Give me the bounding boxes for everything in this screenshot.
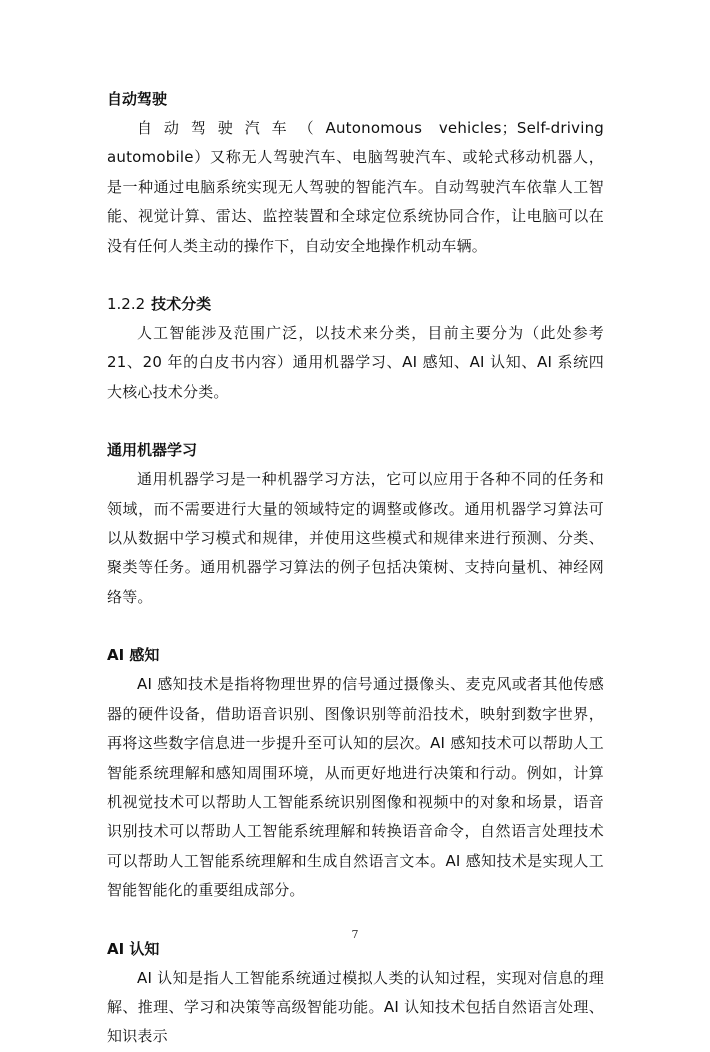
section-paragraph-autonomous-driving: 自动驾驶汽车（Autonomous vehicles；Self-driving automobile）又称无人驾驶汽车、电脑驾驶汽车、或轮式移动机器人，是一种通过电脑系统实现无人驾驶的智能汽车。自动驾驶汽车依靠人工智能、视觉计算、雷达、监控装置和全球定位系统协同合作，让电脑可以在没有任何人类主动的操作下，自动安全地操作机动车辆。 [107, 119, 604, 255]
page-content [107, 84, 604, 1052]
section-heading-general-machine-learning: 通用机器学习 [107, 441, 198, 460]
section-paragraph-ai-perception: AI 感知技术是指将物理世界的信号通过摄像头、麦克风或者其他传感器的硬件设备，借助语音识别、图像识别等前沿技术，映射到数字世界，再将这些数字信息进一步提升至可认知的层次。AI 感知技术可以帮助人工智能系统理解和感知周围环境，从而更好地进行决策和行动。例如，计算机视觉技术可以帮助人工智能系统识别图像和视频中的对象和场景，语音识别技术可以帮助人工智能系统理解和转换语音命令，自然语言处理技术可以帮助人工智能系统理解和生成自然语言文本。AI 感知技术是实现人工智能智能化的重要组成部分。 [107, 675, 604, 900]
section-heading-technology-classification [107, 289, 604, 319]
section-heading-autonomous-driving: 自动驾驶 [107, 90, 168, 108]
section-paragraph-ai-cognition: AI 认知是指人工智能系统通过模拟人类的认知过程，实现对信息的理解、推理、学习和决策等高级智能功能。AI 认知技术包括自然语言处理、知识表示 [107, 968, 604, 1046]
section-heading-ai-perception: AI 感知 [107, 646, 160, 665]
section-number: 1.2.2 [107, 295, 146, 314]
section-title: 技术分类 [151, 295, 212, 314]
section-paragraph-general-machine-learning: 通用机器学习是一种机器学习方法，它可以应用于各种不同的任务和领域，而不需要进行大量的领域特定的调整或修改。通用机器学习算法可以从数据中学习模式和规律，并使用这些模式和规律来进行预测、分类、聚类等任务。通用机器学习算法的例子包括决策树、支持向量机、神经网络等。 [107, 470, 604, 606]
section-paragraph-technology-classification: 人工智能涉及范围广泛，以技术来分类，目前主要分为（此处参考 21、20 年的白皮书内容）通用机器学习、AI 感知、AI 认知、AI 系统四大核心技术分类。 [107, 324, 604, 401]
section-heading-ai-cognition: AI 认知 [107, 939, 160, 958]
page-number: 7 [351, 928, 359, 941]
